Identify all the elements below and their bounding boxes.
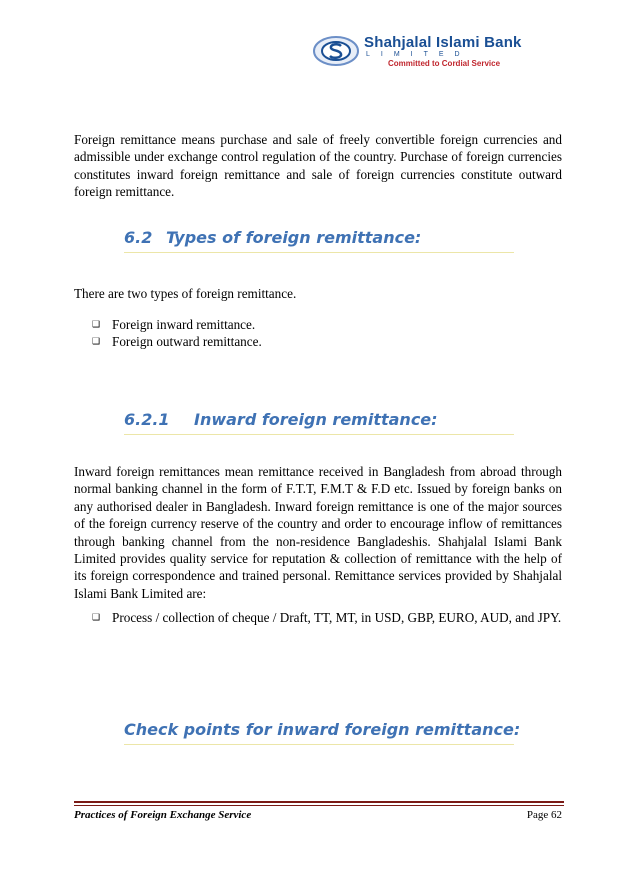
- square-bullet-icon: ❑: [92, 336, 101, 347]
- types-intro-paragraph: There are two types of foreign remittance.: [74, 286, 297, 301]
- section-heading-checkpoints: Check points for inward foreign remittance:: [124, 720, 514, 745]
- logo-bank-name: Shahjalal Islami Bank: [364, 34, 522, 51]
- section-title: Inward foreign remittance:: [194, 410, 438, 429]
- square-bullet-icon: ❑: [92, 319, 101, 329]
- footer-divider: [74, 801, 564, 803]
- footer-divider-thin: [74, 805, 564, 806]
- types-bullet-list: [92, 316, 562, 351]
- section-heading-6-2-1: [124, 410, 514, 435]
- section-heading-6-2: [124, 228, 514, 253]
- list-item: ❑ Process / collection of cheque / Draft, TT, MT, in USD, GBP, EURO, AUD, and JPY.: [92, 610, 562, 625]
- footer-document-title: Practices of Foreign Exchange Service: [74, 809, 252, 821]
- bank-logo: [312, 30, 562, 76]
- section-number: 6.2.1: [124, 410, 170, 429]
- section-number: 6.2: [124, 228, 153, 247]
- intro-paragraph: Foreign remittance means purchase and sale of freely convertible foreign currencies and admissible under exchange control regulation of the country. Purchase of foreign currencies constitutes inward foreign remittance and sale of foreign currencies constitute outward foreign remittance.: [74, 132, 562, 200]
- page-number: Page 62: [526, 809, 562, 821]
- bank-logo-icon: [312, 34, 360, 68]
- list-item: ❑ Foreign inward remittance.: [92, 317, 256, 332]
- logo-tagline: Committed to Cordial Service: [388, 59, 501, 68]
- logo-limited: LIMITED: [366, 51, 471, 58]
- inward-paragraph: Inward foreign remittances mean remittance received in Bangladesh from abroad through normal banking channel in the form of F.T.T, F.M.T & F.D etc. Issued by foreign banks on any authorised dealer in Bangladesh. Inward foreign remittance is one of the major sources of the foreign currency reserve of the country and order to encourage inflow of remittances through banking channel from the non-residence Bangladeshis. Shahjalal Islami Bank Limited provides quality service for reputation & collection of remittance with the help of its foreign correspondence and trained personal. Remittance services provided by Shahjalal Islami Bank Limited are:: [74, 464, 562, 601]
- services-bullet-list: [92, 609, 562, 626]
- section-title: Types of foreign remittance:: [166, 228, 422, 247]
- list-item: ❑ Foreign outward remittance.: [92, 334, 262, 350]
- square-bullet-icon: ❑: [92, 612, 101, 622]
